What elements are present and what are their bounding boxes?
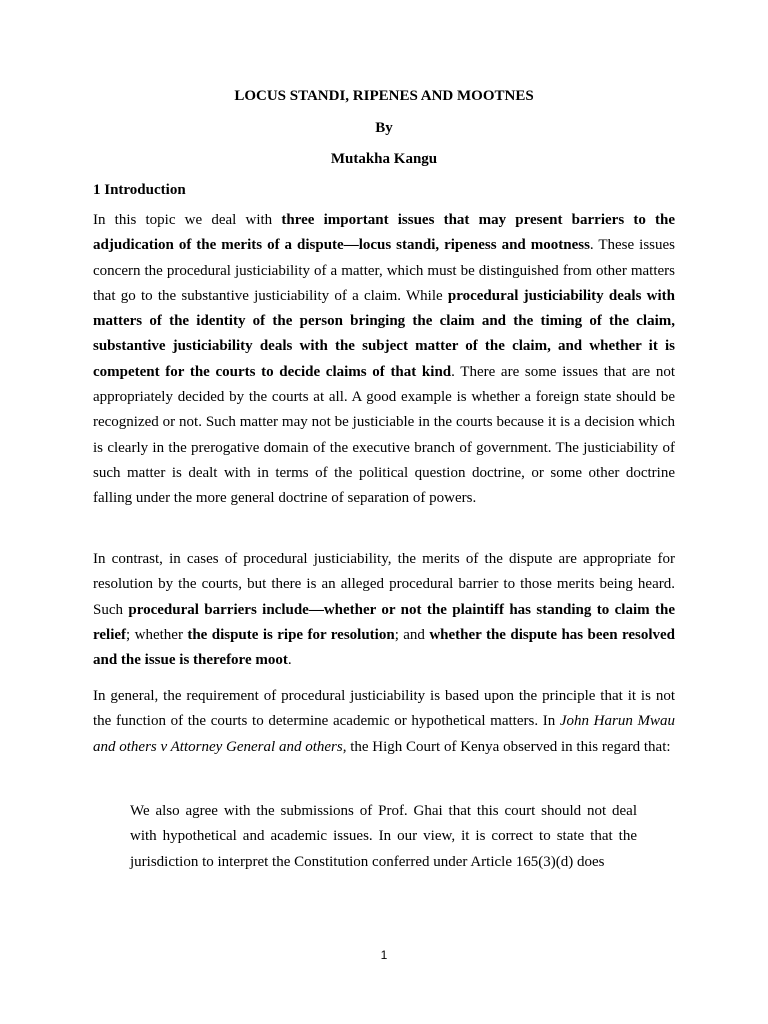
paragraph-general	[93, 684, 675, 760]
text-run: ; whether	[126, 626, 188, 643]
text-run: . These issues concern the procedural justiciability of a matter, which must be distinguished from other matters that go to the substantive justiciability of a claim. While	[93, 237, 675, 304]
block-quote: We also agree with the submissions of Prof. Ghai that this court should not deal with hypothetical and academic issues. In our view, it is correct to state that the jurisdiction to interpret the Constitution conferred under Article 165(3)(d) does	[130, 803, 637, 870]
author-name: Mutakha Kangu	[330, 151, 438, 167]
paragraph-contrast	[93, 547, 675, 673]
bold-text-run: whether the dispute has been resolved and the issue is therefore moot	[93, 626, 676, 669]
page-number: 1	[380, 948, 388, 962]
bold-text-run: procedural justiciability deals with matters of the identity of the person bringing the claim and the timing of the claim, substantive justiciability deals with the subject matter of the claim, and whether it is competent for the courts to decide claims of that kind	[93, 287, 675, 380]
bold-text-run: the dispute is ripe for resolution	[187, 626, 395, 643]
text-run: .	[287, 652, 292, 669]
document-title: LOCUS STANDI, RIPENES AND MOOTNES	[234, 88, 534, 104]
text-run: In contrast, in cases of procedural justiciability, the merits of the dispute are appropriate for resolution by the courts, but there is an alleged procedural barrier to those merits being heard. Such	[93, 551, 675, 618]
paragraph-intro	[93, 208, 675, 512]
bold-text-run: three important issues that may present barriers to the adjudication of the merits of a dispute—locus standi, ripeness and mootness	[93, 212, 675, 254]
text-run: . There are some issues that are not appropriately decided by the courts at all. A good example is whether a foreign state should be recognized or not. Such matter may not be justiciable in the courts because it is a decision which is clearly in the prerogative domain of the executive branch of government. The justiciability of such matter is dealt with in terms of the political question doctrine, or some other doctrine falling under the more general doctrine of separation of powers.	[93, 363, 676, 507]
section-heading: 1 Introduction	[93, 182, 186, 198]
byline-by: By	[375, 120, 393, 136]
text-run: ; and	[394, 626, 430, 643]
case-citation: John Harun Mwau and others v Attorney General and others	[93, 713, 675, 755]
text-run: , the High Court of Kenya observed in this regard that:	[342, 738, 671, 755]
text-run: In this topic we deal with	[93, 212, 282, 228]
bold-text-run: procedural barriers include—whether or not the plaintiff has standing to claim the relief	[93, 601, 675, 643]
text-run: In general, the requirement of procedural justiciability is based upon the principle that it is not the function of the courts to determine academic or hypothetical matters. In	[93, 688, 675, 730]
